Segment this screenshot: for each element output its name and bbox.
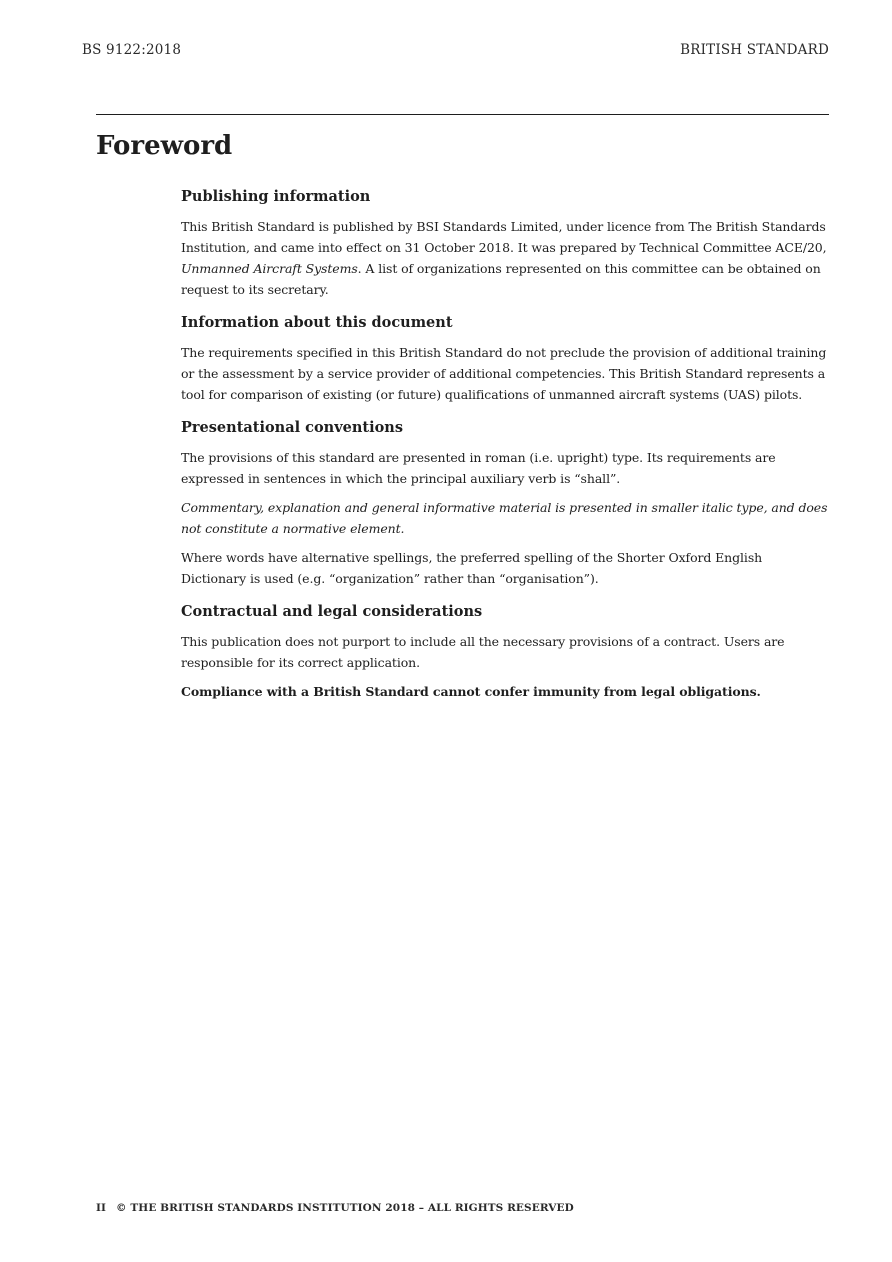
foreword-content	[181, 186, 830, 714]
section-heading-contractual: Contractual and legal considerations	[181, 603, 483, 620]
section-heading-information: Information about this document	[181, 314, 453, 331]
publishing-text-end: . A list of organizations represented on this committee can be obtained on request to its secretary.	[181, 261, 821, 297]
committee-name: Unmanned Aircraft Systems	[181, 261, 358, 276]
section-heading-presentational: Presentational conventions	[181, 419, 403, 436]
contractual-paragraph-1: This publication does not purport to include all the necessary provisions of a contract. Users are responsible for its correct application.	[181, 634, 785, 670]
section-presentational-conventions	[181, 417, 830, 589]
section-heading-publishing: Publishing information	[181, 188, 371, 205]
section-publishing-information	[181, 186, 830, 300]
compliance-statement: Compliance with a British Standard cannot confer immunity from legal obligations.	[181, 684, 761, 699]
publishing-paragraph	[181, 216, 830, 300]
presentational-commentary-paragraph: Commentary, explanation and general informative material is presented in smaller italic type, and does not constitute a normative element.	[181, 500, 828, 536]
section-contractual-legal	[181, 601, 830, 702]
running-head-doc-code: BS 9122:2018	[82, 42, 182, 58]
information-paragraph: The requirements specified in this British Standard do not preclude the provision of additional training or the assessment by a service provider of additional competencies. This British Standard represents a tool for comparison of existing (or future) qualifications of unmanned aircraft systems (UAS) pilots.	[181, 345, 827, 402]
copyright-notice: © THE BRITISH STANDARDS INSTITUTION 2018 – ALL RIGHTS RESERVED	[116, 1202, 574, 1214]
section-information-about-document	[181, 312, 830, 405]
title-divider	[96, 114, 829, 115]
presentational-paragraph-1: The provisions of this standard are presented in roman (i.e. upright) type. Its requirements are expressed in sentences in which the principal auxiliary verb is “shall”.	[181, 450, 776, 486]
page-footer	[96, 1202, 574, 1214]
page-number: II	[96, 1202, 107, 1214]
page-title: Foreword	[96, 131, 233, 161]
presentational-paragraph-3: Where words have alternative spellings, the preferred spelling of the Shorter Oxford English Dictionary is used (e.g. “organization” rather than “organisation”).	[181, 550, 763, 586]
running-head-doc-type: BRITISH STANDARD	[680, 42, 829, 58]
publishing-text-start: This British Standard is published by BSI Standards Limited, under licence from The British Standards Institution, and came into effect on 31 October 2018. It was prepared by Technical Committee ACE/20,	[181, 219, 827, 255]
